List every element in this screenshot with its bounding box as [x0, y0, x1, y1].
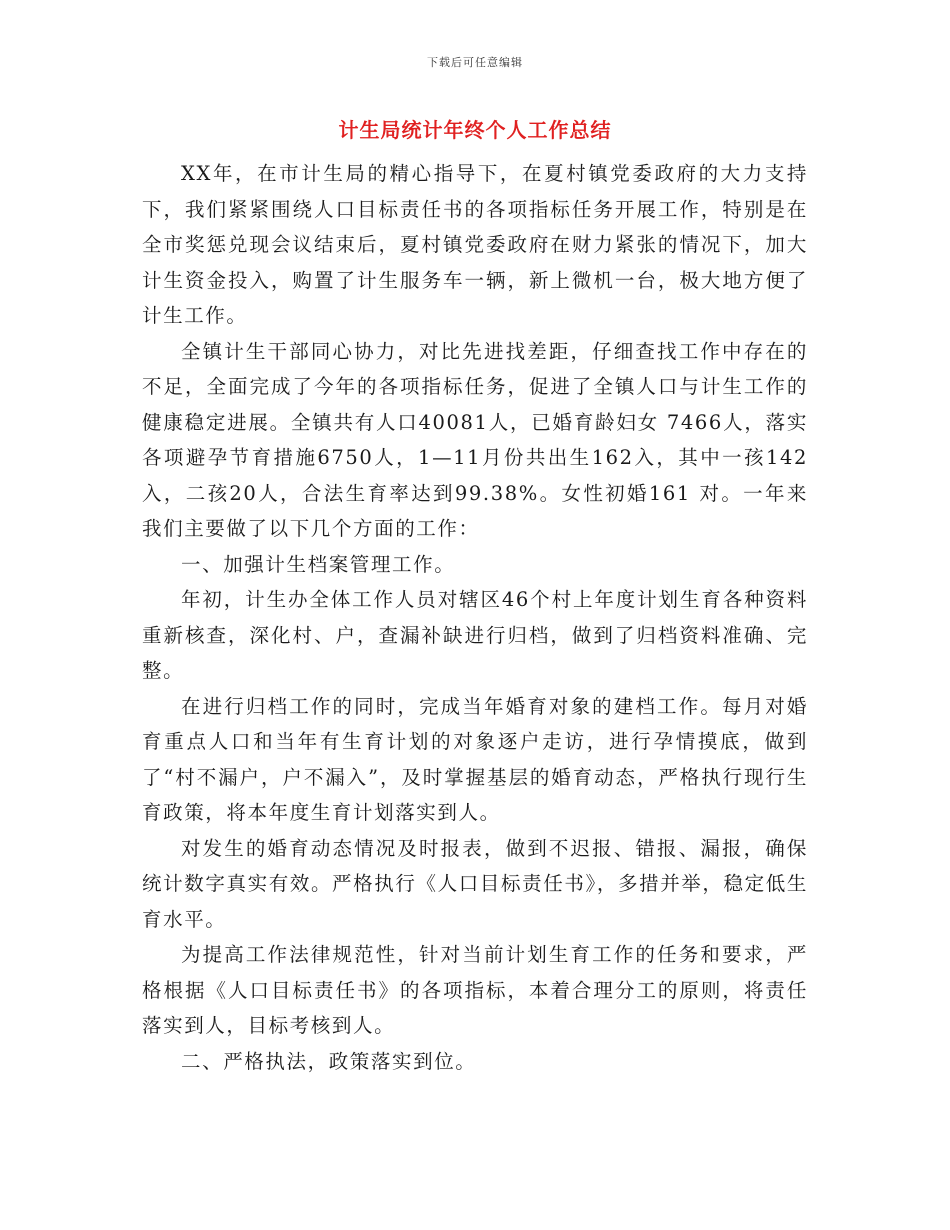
document-title: 计生局统计年终个人工作总结 [338, 118, 612, 142]
paragraph: 在进行归档工作的同时，完成当年婚育对象的建档工作。每月对婚育重点人口和当年有生育计划的对象逐户走访，进行孕情摸底，做到了“村不漏户，户不漏入”，及时掌握基层的婚育动态，严格执行现行生育政策，将本年度生育计划落实到人。 [142, 694, 808, 824]
paragraph: 为提高工作法律规范性，针对当前计划生育工作的任务和要求，严格根据《人口目标责任书》的各项指标，本着合理分工的原则，将责任落实到人，目标考核到人。 [142, 943, 808, 1037]
document-body [142, 156, 808, 1079]
section-heading: 二、严格执法，政策落实到位。 [181, 1049, 477, 1073]
paragraph: XX年，在市计生局的精心指导下，在夏村镇党委政府的大力支持下，我们紧紧围绕人口目标责任书的各项指标任务开展工作，特别是在全市奖惩兑现会议结束后，夏村镇党委政府在财力紧张的情况下，加大计生资金投入，购置了计生服务车一辆，新上微机一台，极大地方便了计生工作。 [142, 162, 808, 327]
paragraph: 全镇计生干部同心协力，对比先进找差距，仔细查找工作中存在的不足，全面完成了今年的各项指标任务，促进了全镇人口与计生工作的健康稳定进展。全镇共有人口40081人，已婚育龄妇女 7466人，落实各项避孕节育措施6750人，1—11月份共出生162入，其中一孩142入，二孩20人，合法生育率达到99.38%。女性初婚161 对。一年来我们主要做了以下几个方面的工作： [142, 339, 808, 540]
section-heading: 一、加强计生档案管理工作。 [181, 552, 456, 576]
paragraph: 对发生的婚育动态情况及时报表，做到不迟报、错报、漏报，确保统计数字真实有效。严格执行《人口目标责任书》，多措并举，稳定低生育水平。 [142, 836, 808, 931]
header-note: 下载后可任意编辑 [427, 56, 523, 69]
paragraph: 年初，计生办全体工作人员对辖区46个村上年度计划生育各种资料重新核查，深化村、户，查漏补缺进行归档，做到了归档资料准确、完整。 [142, 588, 808, 682]
